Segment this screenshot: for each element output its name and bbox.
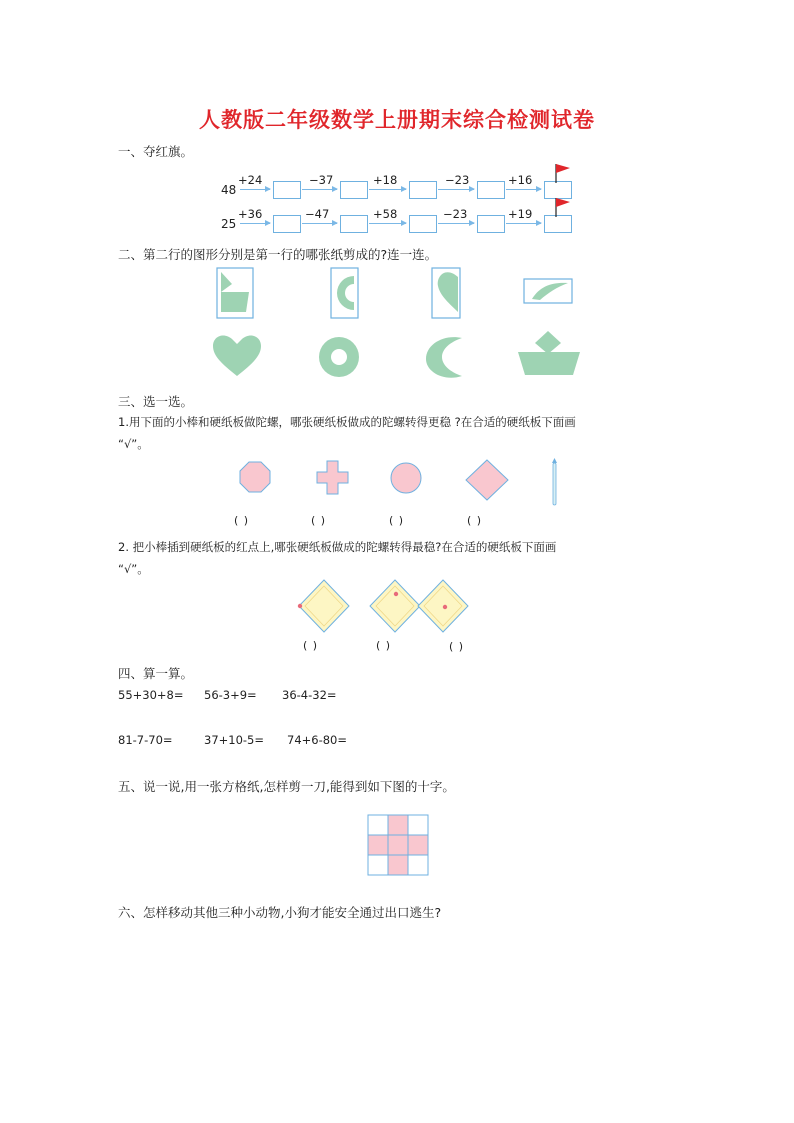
section-4-heading: 四、算一算。 [118,666,194,681]
chain-op: −23 [445,173,470,187]
octagon-card-icon[interactable] [240,462,270,492]
answer-box[interactable] [477,181,505,199]
calc-item: 81-7-70= [118,733,173,747]
chain-op: +58 [373,207,398,221]
question-2-text-end: “√”。 [118,562,149,576]
yellow-card-center-dot[interactable] [418,580,468,632]
section-2-heading: 二、第二行的图形分别是第一行的哪张纸剪成的?连一连。 [118,247,438,262]
circle-card-icon[interactable] [391,463,421,493]
paper-cut-half-ring-icon[interactable] [331,268,358,318]
question-1-text-end: “√”。 [118,437,149,451]
arrow-icon [438,223,474,224]
ring-shape-icon[interactable] [319,337,359,377]
chain-op: −23 [443,207,468,221]
yellow-card-top-dot[interactable] [370,580,420,632]
paper-cut-crescent-icon[interactable] [524,279,572,303]
arrow-icon [369,189,406,190]
section-6-heading: 六、怎样移动其他三种小动物,小狗才能安全通过出口逃生? [118,905,442,920]
arrow-icon [240,189,270,190]
page-title: 人教版二年级数学上册期末综合检测试卷 [199,107,595,132]
question-2-text: 2. 把小棒插到硬纸板的红点上,哪张硬纸板做成的陀螺转得最稳?在合适的硬纸板下面画 [118,540,557,554]
chain-op: −37 [309,173,334,187]
calc-item: 74+6-80= [287,733,348,747]
chain-op: +18 [373,173,398,187]
red-flag-icon [553,162,575,184]
calc-item: 56-3+9= [204,688,257,702]
answer-box[interactable] [273,181,301,199]
chain-op: +16 [508,173,533,187]
calc-item: 36-4-32= [282,688,337,702]
red-flag-icon [553,196,575,218]
chain-op: −47 [305,207,330,221]
boat-shape-icon[interactable] [518,331,580,375]
answer-box[interactable] [409,215,437,233]
chain-op: +36 [238,207,263,221]
chain-start: 48 [221,183,237,197]
answer-box[interactable] [340,181,368,199]
cross-card-icon[interactable] [317,461,348,494]
answer-paren[interactable]: ( ) [311,514,327,527]
answer-box[interactable] [340,215,368,233]
crescent-shape-icon[interactable] [426,337,462,378]
section-1-heading: 一、夺红旗。 [118,144,194,159]
answer-paren[interactable]: ( ) [467,514,483,527]
matching-figures [200,262,600,387]
chain-op: +19 [508,207,533,221]
section-3-heading: 三、选一选。 [118,394,194,409]
calc-item: 37+10-5= [204,733,265,747]
answer-paren[interactable]: ( ) [449,640,465,653]
answer-box[interactable] [409,181,437,199]
diamond-card-icon[interactable] [466,460,508,500]
answer-box[interactable] [273,215,301,233]
cardboard-options-1 [230,458,570,508]
arrow-icon [438,189,474,190]
answer-paren[interactable]: ( ) [389,514,405,527]
chain-start: 25 [221,217,237,231]
answer-paren[interactable]: ( ) [376,639,392,652]
question-1-text: 1.用下面的小棒和硬纸板做陀螺，哪张硬纸板做成的陀螺转得更稳 ?在合适的硬纸板下面画 [118,415,576,429]
cardboard-options-2 [290,576,480,638]
stick-icon [553,463,556,505]
arrow-icon [506,223,541,224]
answer-paren[interactable]: ( ) [234,514,250,527]
arrow-icon [506,189,541,190]
arrow-icon [302,223,337,224]
yellow-card-edge-dot[interactable] [298,580,349,632]
cross-grid-figure [367,814,429,876]
paper-cut-flag-icon[interactable] [217,268,253,318]
stick-tip-icon [552,458,557,463]
arrow-icon [369,223,406,224]
arrow-icon [240,223,270,224]
heart-shape-icon[interactable] [213,335,261,376]
calc-item: 55+30+8= [118,688,184,702]
paper-cut-half-heart-icon[interactable] [432,268,460,318]
answer-paren[interactable]: ( ) [303,639,319,652]
answer-box[interactable] [477,215,505,233]
arrow-icon [302,189,337,190]
section-5-heading: 五、说一说,用一张方格纸,怎样剪一刀,能得到如下图的十字。 [118,779,455,794]
chain-op: +24 [238,173,263,187]
